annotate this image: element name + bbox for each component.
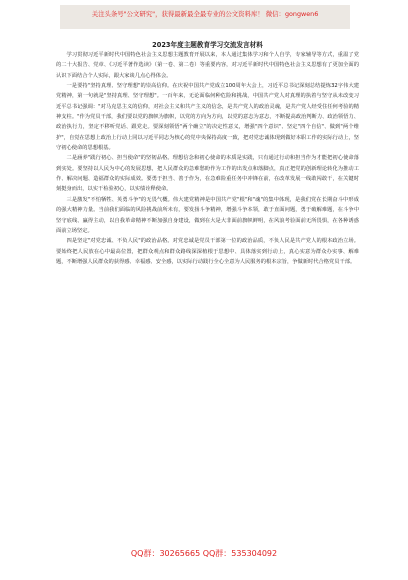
paragraph-two: 二是涵养"践行初心、担当使命"的坚韧品格。理想信念和初心使命的本质是实践，只有通过行动和担当作为才能把初心使命落到实处。要坚持以人民为中心的发展思想，把人民群众的急难愁盼作为工作的出发点和落脚点，真正把党的创新理论转化为推动工作、解决问题、造福群众的实际成效。要勇于担当、善于作为，在急难险重任务中冲锋在前，在改革发展一线敢闯敢干，在关键时刻挺身而出，以实干检验初心，以实绩诠释使命。 bbox=[56, 155, 359, 193]
banner-text: 关注头条号"公文研究"，获得最新最全最专业的公文资料库！ 微信：gongwen6 bbox=[91, 10, 319, 18]
paragraph-four: 四是坚定"对党忠诚、不负人民"的政治品格。对党忠诚是党员干部第一位的政治品质，不负人民是共产党人的根本政治立场。要始终把人民放在心中最高位置，把群众观点和群众路线深深植根于思想中、具体落实到行动上，真心实意为群众办实事、解难题，不断增强人民群众的获得感、幸福感、安全感，以实际行动践行全心全意为人民服务的根本宗旨，争做新时代合格党员干部。 bbox=[56, 238, 359, 265]
paragraph-intro: 学习贯彻习近平新时代中国特色社会主义思想主题教育开展以来，本人通过集体学习和个人自学，专家辅导等方式，重温了党的二十大报告、党章、《习近平著作选读》（第一卷、第二卷）等重要内容，对习近平新时代中国特色社会主义思想有了更加全面的认识下面结合个人实际，跟大家谈几点心得体会。 bbox=[56, 52, 359, 79]
document-title: 2023年度主题教育学习交流发言材料 bbox=[152, 41, 263, 49]
paragraph-three: 三是激发"不怕牺牲、英勇斗争"的无畏气概。伟大建党精神是中国共产党"根"和"魂"的集中体现，是我们党在长期奋斗中形成的强大精神力量。当前我们面临的风险挑战前所未有，要发扬斗争精神，增强斗争本领，敢于直面问题，勇于破解难题，在斗争中坚守底线、赢得主动，以自我革命精神不断加强自身建设，做到在大是大非面前旗帜鲜明，在风浪考验面前无所畏惧，在各种诱惑面前立场坚定。 bbox=[56, 196, 359, 234]
document-body bbox=[56, 40, 359, 267]
paragraph-one: 一是要持"坚持真理、坚守理想"的崇高信仰。在庆祝中国共产党成立100周年大会上，习近平总书记深刻总结提炼32字伟大建党精神，第一句就是"坚持真理、坚守理想"。一百年来，无论面临何种危险和挑战，中国共产党人对真理的执着与坚守从未改变习近平总书记强调："对马克思主义的信仰，对社会主义和共产主义的信念，是共产党人的政治灵魂，是共产党人经受住任何考验的精神支柱。"作为党员干部，我们要以党的旗帜为旗帜，以党的方向为方向，以党的意志为意志，不断提高政治判断力、政治领悟力、政治执行力，坚定不移听党话、跟党走。要深刻领悟"两个确立"的决定性意义，增强"四个意识"、坚定"四个自信"、做到"两个维护"，自觉在思想上政治上行动上同以习近平同志为核心的党中央保持高度一致，把对党忠诚体现到做好本职工作的实际行动上，坚守初心使命的思想根基。 bbox=[56, 83, 359, 152]
footer-contact: QQ群：30265665 QQ群：535304092 bbox=[130, 549, 278, 558]
header-banner bbox=[60, 5, 350, 29]
